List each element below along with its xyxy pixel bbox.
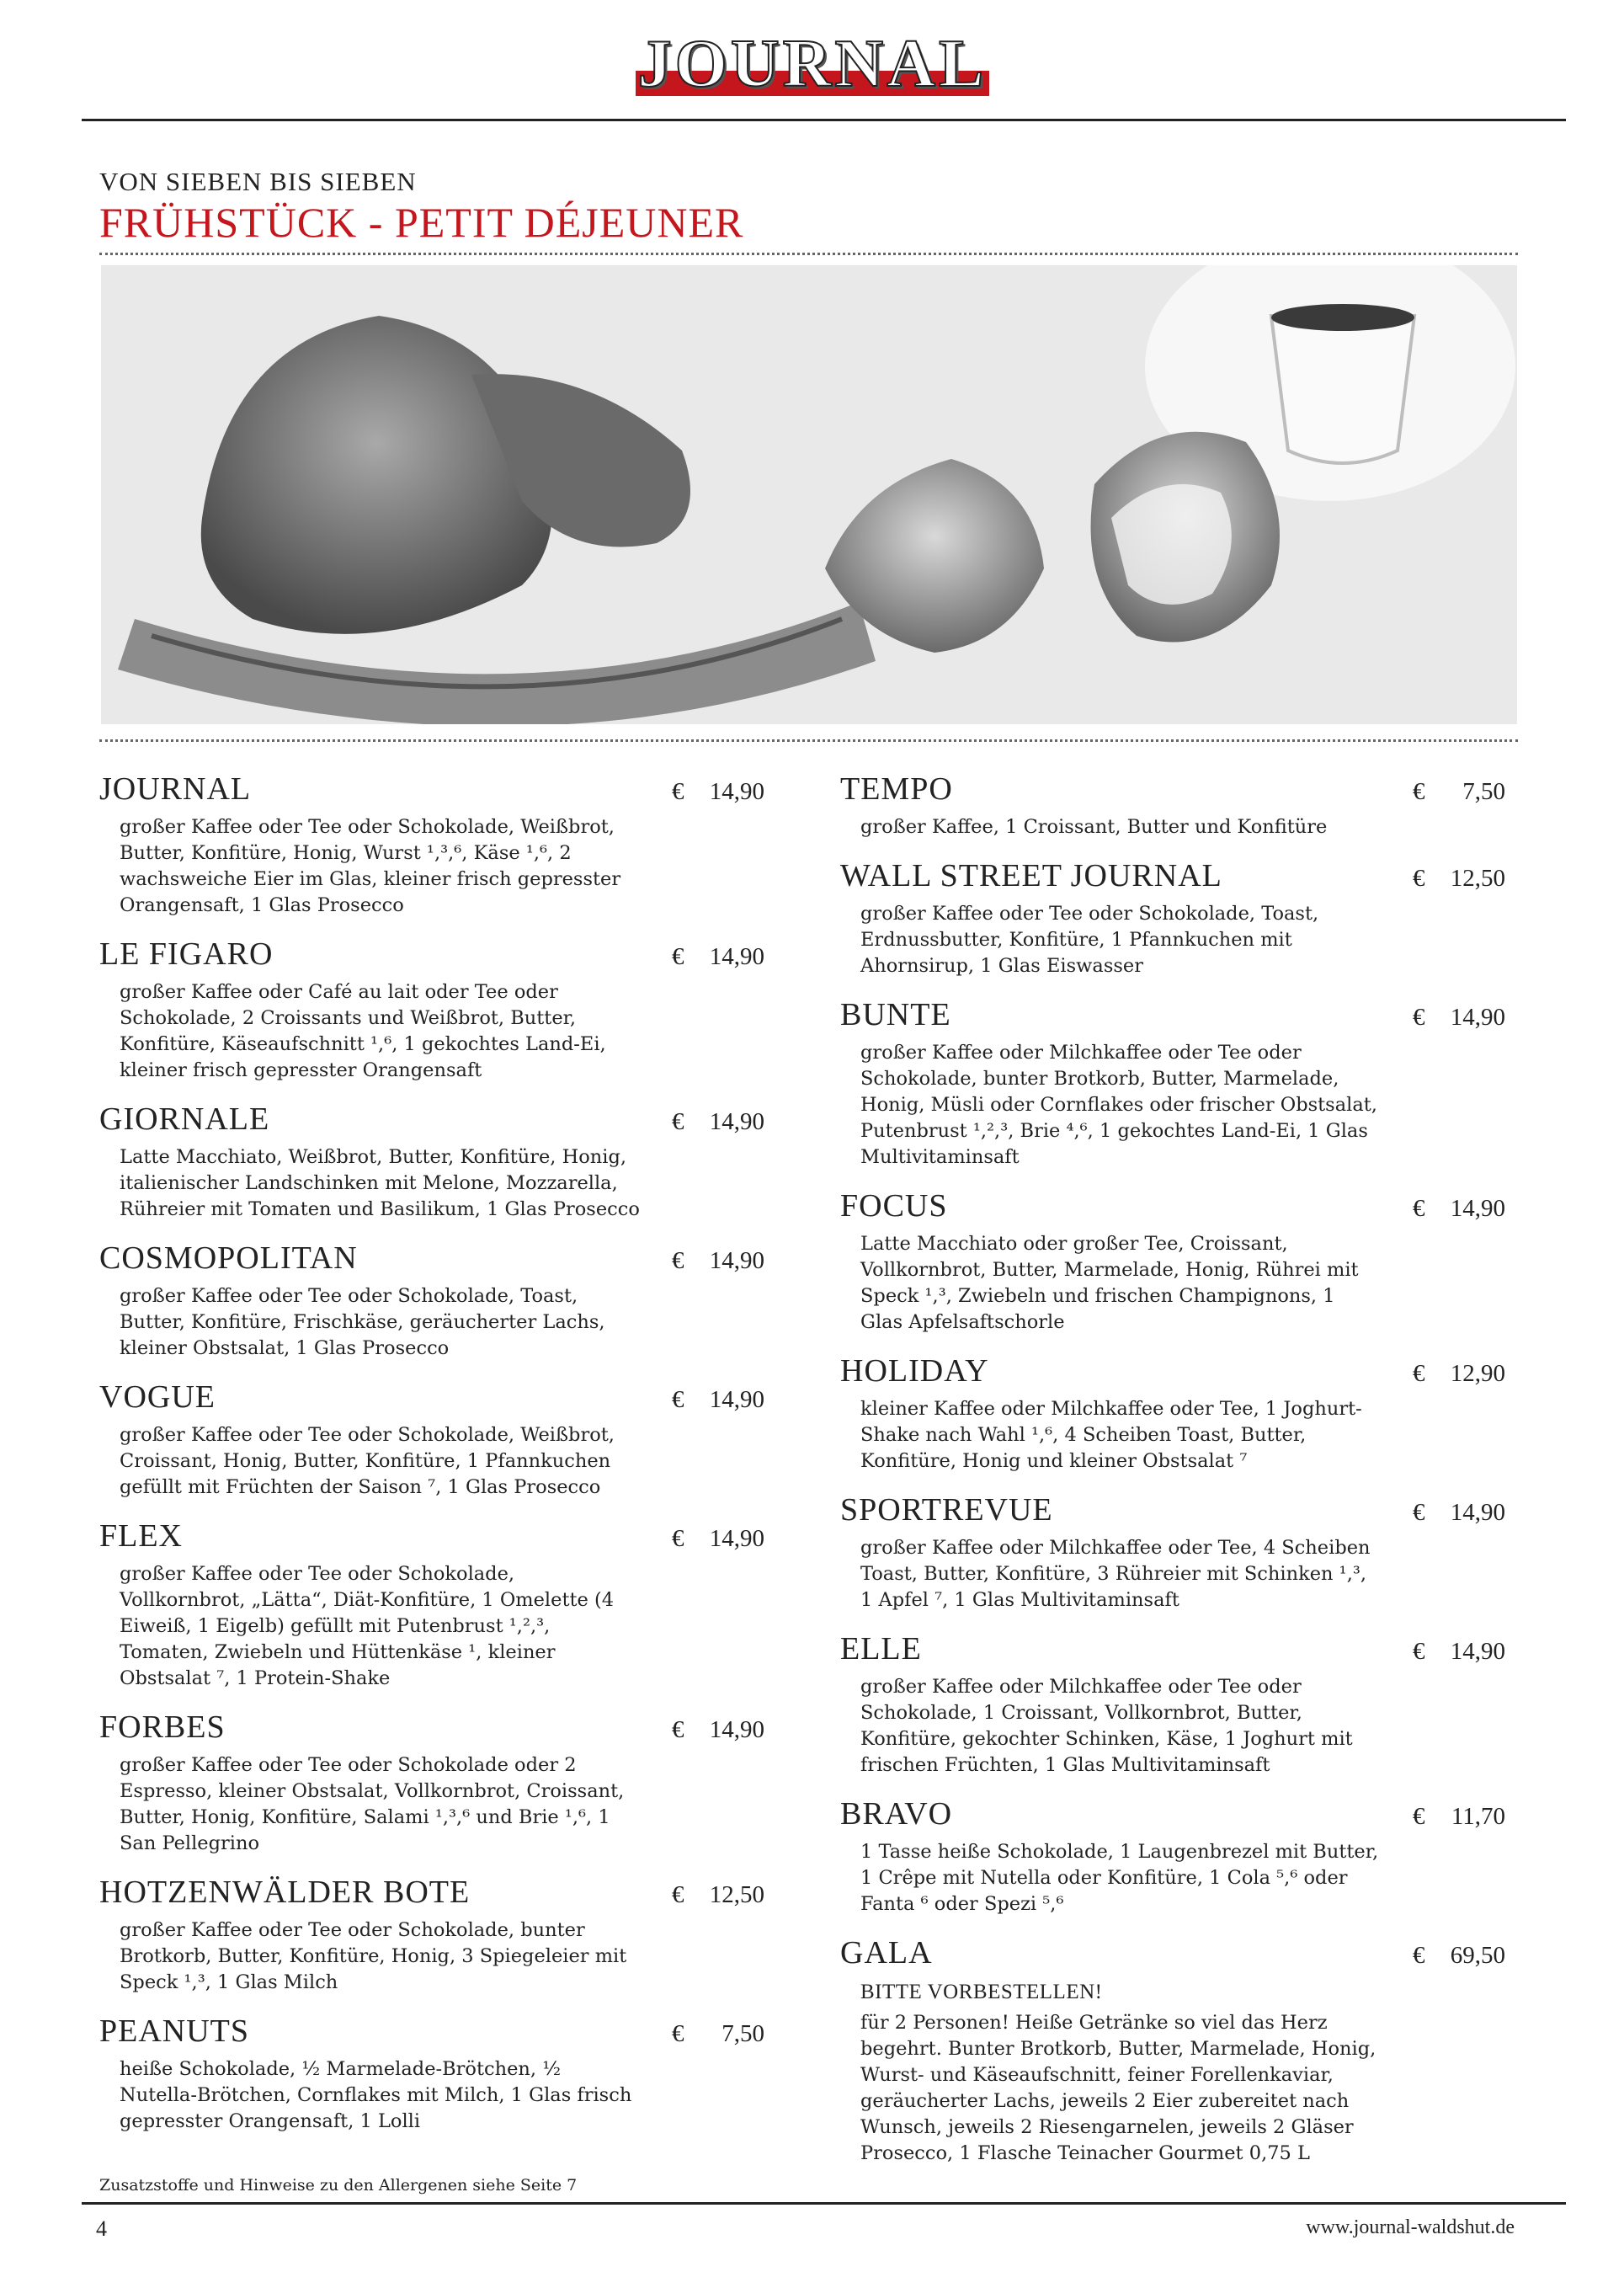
item-price: € 14,90 <box>1413 1195 1505 1222</box>
section-kicker: VON SIEBEN BIS SIEBEN <box>99 167 417 196</box>
item-description: 1 Tasse heiße Schokolade, 1 Laugenbrezel mit Butter, 1 Crêpe mit Nutella oder Konfitüre, 1 Cola ⁵,⁶ oder Fanta ⁶ oder Spezi ⁵,⁶ <box>860 1841 1379 1915</box>
item-price: € 14,90 <box>1413 1499 1505 1526</box>
menu-item-gala <box>840 1934 1505 2167</box>
item-price: € 11,70 <box>1413 1803 1505 1830</box>
menu-column-left <box>99 771 764 2152</box>
item-name: BUNTE <box>840 997 951 1032</box>
item-description: Latte Macchiato, Weißbrot, Butter, Konfitüre, Honig, italienischer Landschinken mit Melone, Mozzarella, Rühreier mit Tomaten und Basilikum, 1 Glas Prosecco <box>120 1146 640 1220</box>
item-name: FORBES <box>99 1709 226 1745</box>
item-name: HOLIDAY <box>840 1353 989 1389</box>
preorder-note: BITTE VORBESTELLEN! <box>860 1981 1103 2003</box>
item-name: SPORTREVUE <box>840 1492 1053 1528</box>
menu-item-tempo <box>840 771 1505 840</box>
menu-item-holiday <box>840 1352 1505 1475</box>
item-price: € 12,90 <box>1413 1360 1505 1387</box>
item-description: großer Kaffee oder Milchkaffee oder Tee oder Schokolade, bunter Brotkorb, Butter, Marmelade, Honig, Müsli oder Cornflakes oder frischer Obstsalat, Putenbrust ¹,²,³, Brie ⁴,⁶, 1 gekochtes Land-Ei, 1 Glas Multivitaminsaft <box>860 1042 1377 1168</box>
item-price: € 12,50 <box>672 1881 764 1908</box>
logo-text: JOURNAL <box>637 27 988 101</box>
item-description: großer Kaffee oder Tee oder Schokolade, Weißbrot, Butter, Konfitüre, Honig, Wurst ¹,³,⁶, Käse ¹,⁶, 2 wachsweiche Eier im Glas, kleiner frisch gepresster Orangensaft, 1 Glas Prosecco <box>120 816 621 916</box>
item-name: FLEX <box>99 1518 183 1554</box>
item-name: COSMOPOLITAN <box>99 1240 358 1276</box>
journal-logo <box>636 27 989 101</box>
item-name: GALA <box>840 1935 933 1971</box>
item-description: kleiner Kaffee oder Milchkaffee oder Tee, 1 Joghurt-Shake nach Wahl ¹,⁶, 4 Scheiben Toast, Butter, Konfitüre, Honig und kleiner Obstsalat ⁷ <box>860 1398 1362 1472</box>
menu-item-elle <box>840 1630 1505 1779</box>
menu-item-bunte <box>840 996 1505 1171</box>
item-price: € 12,50 <box>1413 865 1505 892</box>
item-price: € 14,90 <box>672 1386 764 1413</box>
item-name: WALL STREET JOURNAL <box>840 858 1222 893</box>
menu-item-vogue <box>99 1379 764 1501</box>
item-description: für 2 Personen! Heiße Getränke so viel das Herz begehrt. Bunter Brotkorb, Butter, Marmelade, Honig, Wurst- und Käseaufschnitt, feiner Forellenkaviar, geräucherter Lachs, jeweils 2 Eier zubereitet nach Wunsch, jeweils 2 Riesengarnelen, jeweils 2 Gläser Prosecco, 1 Flasche Teinacher Gourmet 0,75 L <box>860 2012 1376 2164</box>
menu-item-hotzenwaelder-bote <box>99 1874 764 1996</box>
item-name: ELLE <box>840 1631 922 1667</box>
dotted-divider-bottom <box>99 739 1518 742</box>
item-description: großer Kaffee oder Tee oder Schokolade, Toast, Erdnussbutter, Konfitüre, 1 Pfannkuchen mit Ahornsirup, 1 Glas Eiswasser <box>860 903 1319 977</box>
item-description: großer Kaffee oder Café au lait oder Tee oder Schokolade, 2 Croissants und Weißbrot, Butter, Konfitüre, Käseaufschnitt ¹,⁶, 1 gekochtes Land-Ei, kleiner frisch gepresster Orangensaft <box>120 981 606 1081</box>
item-name: HOTZENWÄLDER BOTE <box>99 1875 471 1910</box>
item-description: großer Kaffee oder Tee oder Schokolade, Toast, Butter, Konfitüre, Frischkäse, geräucherter Lachs, kleiner Obstsalat, 1 Glas Prosecco <box>120 1285 605 1359</box>
item-description: großer Kaffee oder Tee oder Schokolade, Weißbrot, Croissant, Honig, Butter, Konfitüre, 1 Pfannkuchen gefüllt mit Früchten der Saison ⁷, 1 Glas Prosecco <box>120 1424 615 1498</box>
item-description: heiße Schokolade, ½ Marmelade-Brötchen, ½ Nutella-Brötchen, Cornflakes mit Milch, 1 Glas frisch gepresster Orangensaft, 1 Lolli <box>120 2058 632 2132</box>
item-price: € 14,90 <box>1413 1638 1505 1665</box>
menu-item-bravo <box>840 1795 1505 1917</box>
item-name: BRAVO <box>840 1796 953 1832</box>
page-number: 4 <box>96 2216 107 2241</box>
menu-item-peanuts <box>99 2013 764 2135</box>
menu-item-sportrevue <box>840 1491 1505 1613</box>
item-name: FOCUS <box>840 1188 948 1224</box>
menu-item-focus <box>840 1187 1505 1336</box>
menu-item-le-figaro <box>99 936 764 1084</box>
menu-item-flex <box>99 1517 764 1692</box>
item-price: € 14,90 <box>672 1247 764 1274</box>
item-name: PEANUTS <box>99 2013 250 2049</box>
menu-item-journal <box>99 771 764 919</box>
item-description: großer Kaffee, 1 Croissant, Butter und Konfitüre <box>860 816 1328 838</box>
item-price: € 69,50 <box>1413 1942 1505 1969</box>
item-price: € 7,50 <box>672 2020 764 2047</box>
item-price: € 14,90 <box>672 943 764 970</box>
item-description: großer Kaffee oder Tee oder Schokolade, bunter Brotkorb, Butter, Konfitüre, Honig, 3 Spiegeleier mit Speck ¹,³, 1 Glas Milch <box>120 1919 627 1993</box>
item-description: großer Kaffee oder Milchkaffee oder Tee oder Schokolade, 1 Croissant, Vollkornbrot, Butter, Konfitüre, gekochter Schinken, Käse, 1 Joghurt mit frischen Früchten, 1 Glas Multivitaminsaft <box>860 1676 1353 1776</box>
item-description: großer Kaffee oder Tee oder Schokolade, Vollkornbrot, „Lätta“, Diät-Konfitüre, 1 Omelette (4 Eiweiß, 1 Eigelb) gefüllt mit Putenbrust ¹,²,³, Tomaten, Zwiebeln und Hüttenkäse ¹, kleiner Obstsalat ⁷, 1 Protein-Shake <box>120 1563 615 1689</box>
item-description: großer Kaffee oder Milchkaffee oder Tee, 4 Scheiben Toast, Butter, Konfitüre, 3 Rühreier mit Schinken ¹,³, 1 Apfel ⁷, 1 Glas Multivitaminsaft <box>860 1537 1371 1611</box>
menu-column-right <box>840 771 1505 2184</box>
item-name: JOURNAL <box>99 771 252 807</box>
item-price: € 14,90 <box>672 778 764 805</box>
item-description: Latte Macchiato oder großer Tee, Croissant, Vollkornbrot, Butter, Marmelade, Honig, Rührei mit Speck ¹,³, Zwiebeln und frischen Champignons, 1 Glas Apfelsaftschorle <box>860 1233 1359 1333</box>
item-description: großer Kaffee oder Tee oder Schokolade oder 2 Espresso, kleiner Obstsalat, Vollkornbrot, Croissant, Butter, Honig, Konfitüre, Salami ¹,³,⁶ und Brie ¹,⁶, 1 San Pellegrino <box>120 1754 625 1854</box>
dotted-divider-top <box>99 253 1518 255</box>
website-link[interactable]: www.journal-waldshut.de <box>1306 2216 1515 2238</box>
allergen-footnote: Zusatzstoffe und Hinweise zu den Allergenen siehe Seite 7 <box>99 2176 578 2195</box>
item-price: € 14,90 <box>672 1716 764 1743</box>
item-price: € 14,90 <box>672 1108 764 1135</box>
breakfast-croissant-photo <box>101 265 1517 724</box>
item-price: € 14,90 <box>1413 1004 1505 1031</box>
menu-item-wall-street-journal <box>840 857 1505 979</box>
item-price: € 14,90 <box>672 1525 764 1552</box>
top-rule <box>82 119 1566 121</box>
item-price: € 7,50 <box>1413 778 1505 805</box>
bottom-rule <box>82 2202 1566 2205</box>
menu-item-cosmopolitan <box>99 1240 764 1362</box>
item-name: TEMPO <box>840 771 953 807</box>
section-headline: FRÜHSTÜCK - PETIT DÉJEUNER <box>99 199 744 246</box>
menu-item-giornale <box>99 1101 764 1223</box>
item-name: LE FIGARO <box>99 936 274 972</box>
item-name: VOGUE <box>99 1379 216 1415</box>
menu-item-forbes <box>99 1709 764 1857</box>
item-name: GIORNALE <box>99 1101 270 1137</box>
